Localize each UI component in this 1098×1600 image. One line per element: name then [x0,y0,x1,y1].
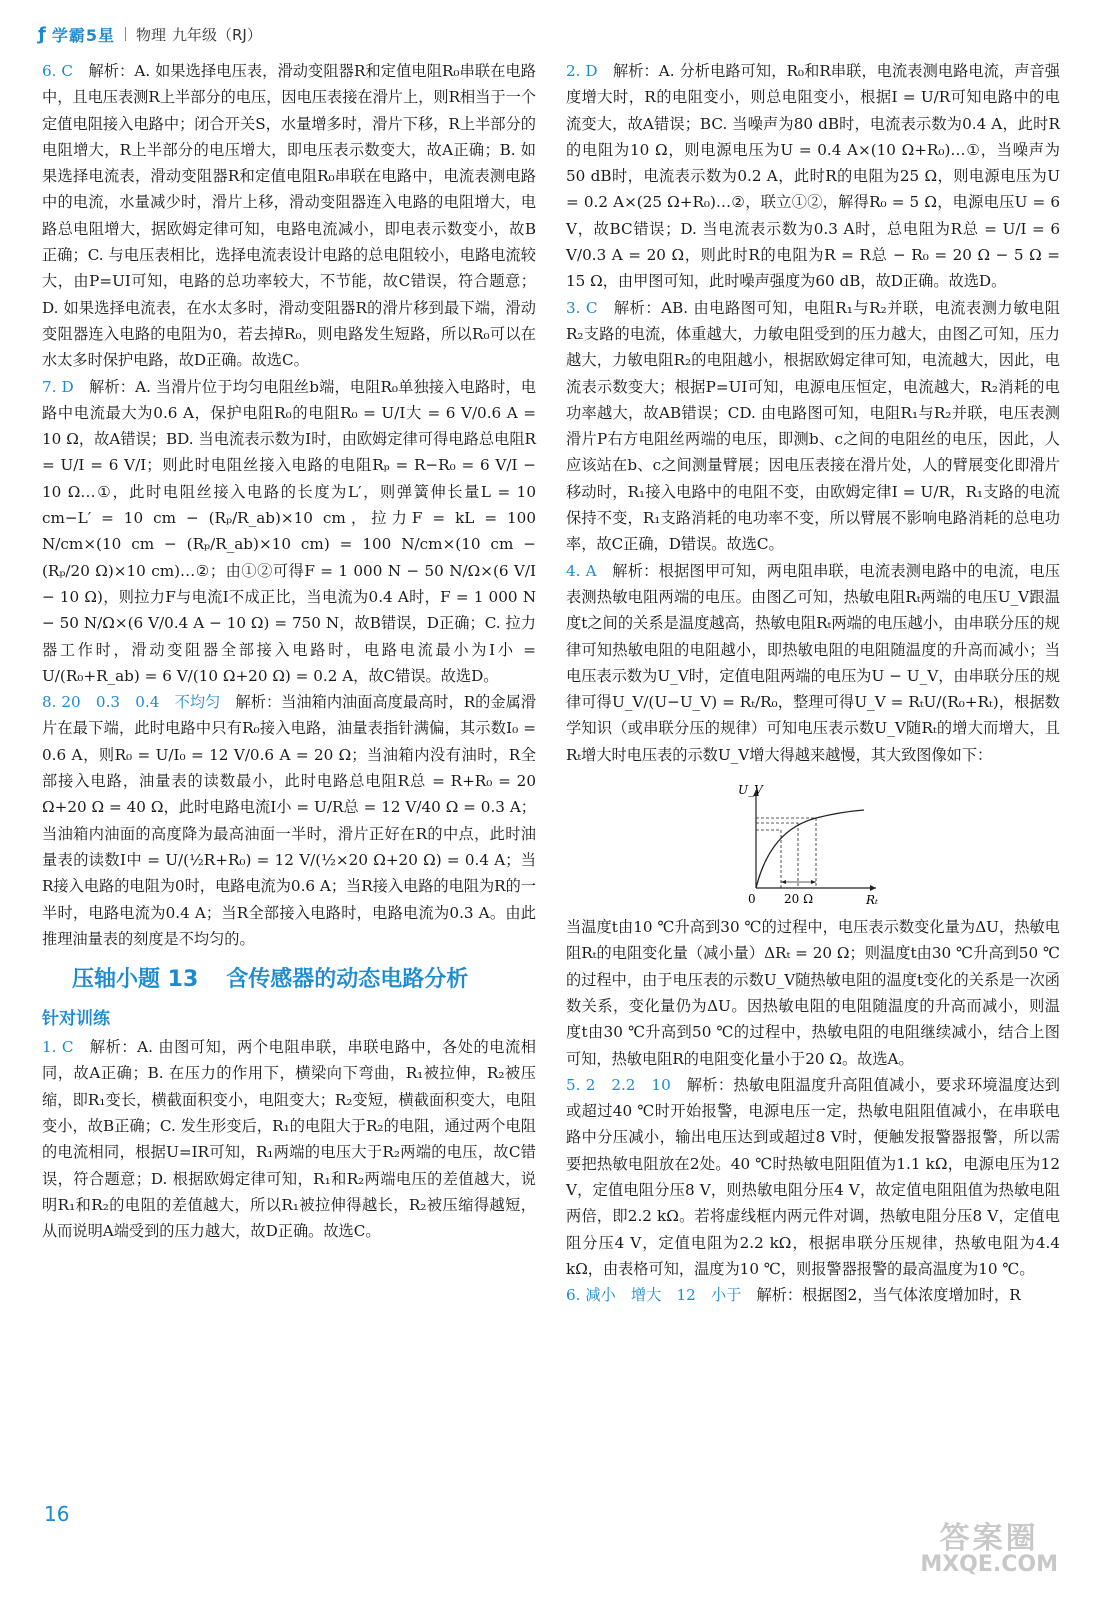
training-6 [566,1282,1060,1308]
grade-label: 九年级（RJ） [172,25,262,44]
training-5 [566,1072,1060,1282]
answer-7 [42,374,536,690]
training-2 [566,58,1060,295]
graph-curve [756,810,864,888]
graph-xlabel: Rₜ [866,893,878,908]
answer-8 [42,689,536,952]
training-4 [566,558,1060,768]
x-axis-arrow [870,885,876,891]
page-number: 16 [44,1502,70,1526]
training-1-explanation: 解析：A. 由图可知，两个电阻串联，串联电路中，各处的电流相同，故A正确；B. 在压力的作用下，横梁向下弯曲，R₁被拉伸，R₂被压缩，即R₁变长，横截面积变小，电阻变大；R₂变短，横截面积变大，电阻变小，故B正确；C. 发生形变后，R₁的电阻大于R₂的电阻，通过两个电阻的电流相同，根据U=IR可知，R₁两端的电压大于R₂两端的电压，故C错误，符合题意；D. 根据欧姆定律可知，R₁和R₂两端电压的差值越大，说明R₁和R₂的电阻的差值越大，所以R₁被拉伸得越长，R₂被压缩得越短，从而说明A端受到的压力越大，故D正确。故选C。 [42,1038,536,1241]
answer-8-explanation: 解析：当油箱内油面高度最高时，R的金属滑片在最下端，此时电路中只有R₀接入电路，油量表指针满偏，其示数I₀ = 0.6 A，则R₀ = U/I₀ = 12 V/0.6 A = 20 Ω；当油箱内没有油时，R全部接入电路，油量表的读数最小，此时电路总电阻R总 = R+R₀ = 20 Ω+20 Ω = 40 Ω，此时电路电流I小 = U/R总 = 12 V/40 Ω = 0.3 A；当油箱内油面的高度降为最高油面一半时，滑片正好在R的中点，此时油量表的读数I中 = U/(½R+R₀) = 12 V/(½×20 Ω+20 Ω) = 0.4 A；当R接入电路的电阻为0时，电路电流为0.6 A；当R接入电路的电阻为R的一半时，电路电流为0.4 A；当R全部接入电路时，电路电流为0.3 A。由此推理油量表的刻度是不均匀的。 [42,693,537,948]
answer-7-number: 7. D [42,377,74,396]
subject-label: 物理 [135,25,166,44]
answer-6-explanation: 解析：A. 如果选择电压表，滑动变阻器R和定值电阻R₀串联在电路中，且电压表测R上半部分的电压，因电压表接在滑片上，则R相当于一个定值电阻接入电路中；闭合开关S，水量增多时，滑片下移，R上半部分的电阻增大，R上半部分的电压增大，即电压表示数变大，故A正确；B. 如果选择电流表，滑动变阻器R和定值电阻R₀串联在电路中，电流表测电路中的电流，水量减少时，滑片上移，滑动变阻器连入电路的电阻增大，电路总电阻增大，据欧姆定律可知，电路电流减小，即电表示数变小，故B正确；C. 与电压表相比，选择电流表设计电路的总电阻较小，电路电流较大，由P=UI可知，电路的总功率较大，不节能，故C错误，符合题意；D. 如果选择电流表，在水太多时，滑动变阻器R的滑片移到最下端，滑动变阻器连入电路的电阻为0，若去掉R₀，则电路发生短路，所以R₀可以在水太多时保护电路，故D正确。故选C。 [42,62,536,370]
training-4-number: 4. A [566,561,597,580]
training-3-explanation: 解析：AB. 由电路图可知，电阻R₁与R₂并联，电流表测力敏电阻R₂支路的电流，体重越大，力敏电阻受到的压力越大，由图乙可知，压力越大，力敏电阻R₂的电阻越小，根据欧姆定律可知，电流越大，因此，电流表示数变大；根据P=UI可知，电源电压恒定，电流越大，R₂消耗的电功率越大，故AB错误；CD. 由电路图可知，电阻R₁与R₂并联，电压表测滑片P右方电阻丝两端的电压，即测b、c之间的电阻丝的电压，因此，人应该站在b、c之间测量臂展；因电压表接在滑片处，人的臂展变化即滑片移动时，R₁接入电路中的电阻不变，由欧姆定律I = U/R，R₁支路的电流保持不变，R₁支路消耗的电功率不变，所以臂展不影响电路消耗的总电功率，故C正确，D错误。故选C。 [566,298,1060,554]
left-column [42,58,536,1244]
page-header [38,22,262,46]
training-2-number: 2. D [566,62,598,80]
training-3-number: 3. C [566,298,598,317]
uv-rt-graph [736,778,886,908]
training-6-explanation: 解析：根据图2，当气体浓度增加时，R [756,1286,1021,1305]
answer-6 [42,58,536,374]
graph-svg [736,778,886,908]
training-6-number: 6. 减小 增大 12 小于 [566,1286,742,1305]
training-2-explanation: 解析：A. 分析电路可知，R₀和R串联，电流表测电路电流，声音强度增大时，R的电阻变小，则总电阻变小，根据I = U/R可知电路中的电流变大，故A错误；BC. 当噪声为80 dB时，电流表示数为0.4 A，此时R的电阻为10 Ω，则电源电压为U = 0.4 A×(10 Ω+R₀)…①，当噪声为50 dB时，电流表示数为0.2 A，此时R的电阻为25 Ω，则电源电压为U = 0.2 A×(25 Ω+R₀)…②，联立①②，解得R₀ = 5 Ω，电源电压U = 6 V，故BC错误；D. 当电流表示数为0.3 A时，总电阻为R总 = U/I = 6 V/0.3 A = 20 Ω，则此时R的电阻为R = R总 − R₀ = 20 Ω − 5 Ω = 15 Ω，由甲图可知，此时噪声强度为60 dB，故D正确。故选D。 [566,62,1060,291]
brand-logo: 学霸5星 [51,25,115,45]
watermark [920,1521,1058,1578]
practice-heading: 针对训练 [42,1009,110,1030]
training-4-explanation: 解析：根据图甲可知，两电阻串联，电流表测电路中的电流，电压表测热敏电阻两端的电压。由图乙可知，热敏电阻Rₜ两端的电压U_V跟温度t之间的关系是温度越高，热敏电阻Rₜ两端的电压越小，由串联分压的规律可知热敏电阻的电阻越小，即热敏电阻的电阻随温度的升高而减小；当电压表示数为U_V时，定值电阻两端的电压为U − U_V，由串联分压的规律可得U_V/(U−U_V) = Rₜ/R₀，整理可得U_V = RₜU/(R₀+Rₜ)，根据数学知识（或串联分压的规律）可知电压表示数U_V随Rₜ的增大而增大，且Rₜ增大时电压表的示数U_V增大得越来越慢，其大致图像如下： [566,561,1060,764]
answer-6-number: 6. C [42,62,74,80]
graph-origin: 0 [748,892,756,907]
section-name: 含传感器的动态电路分析 [226,967,469,993]
watermark-logo-text: 答案圈 [939,1521,1039,1556]
training-1-number: 1. C [42,1038,74,1057]
header-divider [125,27,126,41]
training-5-number: 5. 2 2.2 10 [566,1075,671,1094]
training-5-explanation: 解析：热敏电阻温度升高阻值减小，要求环境温度达到或超过40 ℃时开始报警，电源电压一定，热敏电阻阻值减小，在串联电路中分压减小，输出电压达到或超过8 V时，便触发报警器报警，所以需要把热敏电阻放在2处。40 ℃时热敏电阻阻值为1.1 kΩ，电源电压为12 V，定值电阻分压8 V，则热敏电阻分压4 V，故定值电阻阻值为热敏电阻两倍，即2.2 kΩ。若将虚线框内两元件对调，热敏电阻分压8 V，定值电阻分压4 V，定值电阻为2.2 kΩ，根据串联分压规律，热敏电阻为4.4 kΩ，由表格可知，温度为10 ℃，则报警器报警的最高温度为10 ℃。 [566,1075,1060,1278]
training-4-continued: 当温度t由10 ℃升高到30 ℃的过程中，电压表示数变化量为ΔU，热敏电阻Rₜ的电阻变化量（减小量）ΔRₜ = 20 Ω；则温度t由30 ℃升高到50 ℃的过程中，由于电压表的示数U_V随热敏电阻的温度t变化的关系是一次函数关系，变化量仍为ΔU。因热敏电阻的电阻随温度的升高而减小，则温度t由30 ℃升高到50 ℃的过程中，热敏电阻的电阻继续减小，结合上图可知，热敏电阻R的电阻变化量小于20 Ω。故选A。 [566,918,1060,1068]
section-number: 压轴小题 13 [72,967,199,993]
training-3 [566,295,1060,558]
right-column [566,58,1060,1308]
graph-ylabel: U_V [738,783,763,798]
answer-7-explanation: 解析：A. 当滑片位于均匀电阻丝b端，电阻R₀单独接入电路时，电路中电流最大为0.6 A，保护电阻R₀的电阻R₀ = U/I大 = 6 V/0.6 A = 10 Ω，故A错误；BD. 当电流表示数为I时，由欧姆定律可得电路总电阻R = U/I = 6 V/I；则此时电阻丝接入电路的电阻Rₚ = R−R₀ = 6 V/I − 10 Ω…①，此时电阻丝接入电路的长度为L′，则弹簧伸长量L = 10 cm−L′ = 10 cm − (Rₚ/R_ab)×10 cm，拉力F = kL = 100 N/cm×(10 cm − (Rₚ/R_ab)×10 cm) = 100 N/cm×(10 cm − (Rₚ/20 Ω)×10 cm)…②；由①②可得F = 1 000 N − 50 N/Ω×(6 V/I − 10 Ω)，则拉力F与电流I不成正比，当电流为0.4 A时，F = 1 000 N − 50 N/Ω×(6 V/0.4 A − 10 Ω) = 750 N，故B错误，D正确；C. 拉力器工作时，滑动变阻器全部接入电路时，电路电流最小为I小 = U/(R₀+R_ab) = 6 V/(10 Ω+20 Ω) = 0.2 A，故C错误。故选D。 [42,377,537,685]
logo-icon: ƒ [38,23,46,45]
tick-arrow-right [811,880,816,884]
watermark-url: MXQE.COM [920,1552,1058,1577]
section-title [72,958,536,1002]
tick-arrow-left [781,880,786,884]
training-1 [42,1034,536,1244]
graph-tick-label: 20 Ω [784,892,814,907]
answer-8-number: 8. 20 0.3 0.4 不均匀 [42,693,221,712]
